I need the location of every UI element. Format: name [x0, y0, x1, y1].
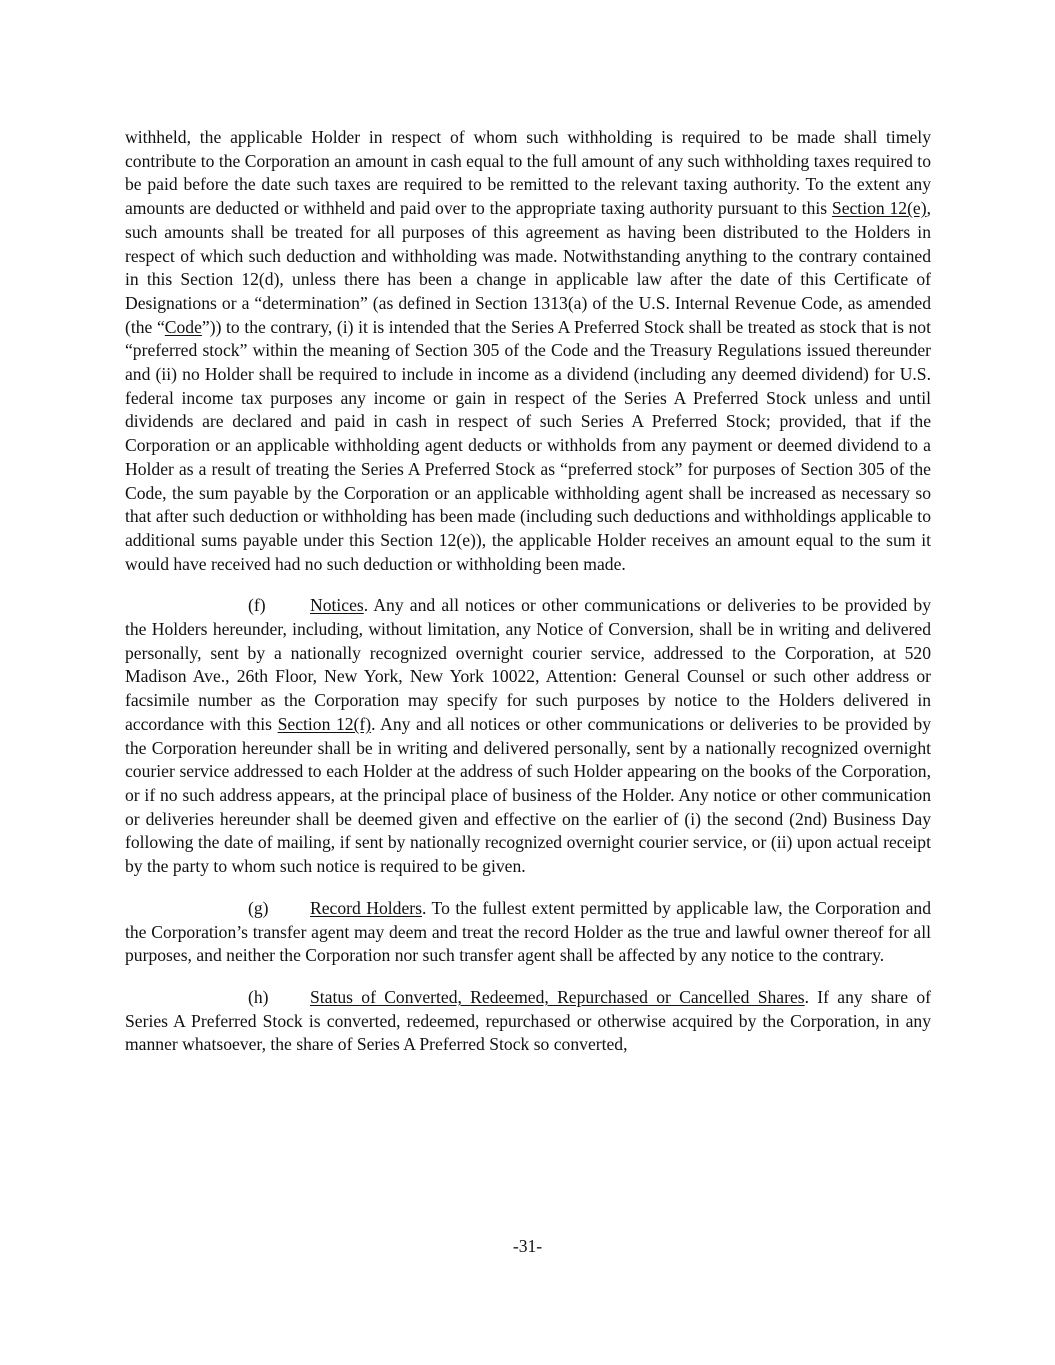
clause-label-g: (g) — [248, 897, 269, 918]
defined-term-code: Code — [164, 316, 202, 337]
section-reference-12e: Section 12(e) — [831, 198, 927, 219]
paragraph-text: . Any and all notices or other communications or deliveries to be provided by the Corporation hereunder shall be in writing and delivered personally, sent by a nationally recognized overnight courier service addressed to each Holder at the address of such Holder appearing on the books of the Corporation, or if no such address appears, at the principal place of business of the Holder. Any notice or other communication or deliveries hereunder shall be deemed given and effective on the earlier of (i) the second (2nd) Business Day following the date of mailing, if sent by nationally recognized overnight courier service, or (ii) upon actual receipt by the party to whom such notice is required to be given. — [125, 713, 931, 877]
paragraph-text: , such amounts shall be treated for all purposes of this agreement as having been distributed to the Holders in respect of which such deduction and withholding was made. Notwithstanding anything to the contrary contained in this Section 12(d), unless there has been a change in applicable law after the date of this Certificate of Designations or a “determination” (as defined in Section 1313(a) of the U.S. Internal Revenue Code, as amended (the “ — [125, 198, 931, 337]
paragraph-record-holders — [125, 897, 931, 968]
paragraph-text: ”)) to the contrary, (i) it is intended that the Series A Preferred Stock shall be treated as stock that is not “preferred stock” within the meaning of Section 305 of the Code and the Treasury Regulations issued thereunder and (ii) no Holder shall be required to include in income as a dividend (including any deemed dividend) for U.S. federal income tax purposes any income or gain in respect of the Series A Preferred Stock unless and until dividends are declared and paid in cash in respect of such Series A Preferred Stock; provided, that if the Corporation or an applicable withholding agent deducts or withholds from any payment or deemed dividend to a Holder as a result of treating the Series A Preferred Stock as “preferred stock” for purposes of Section 305 of the Code, the sum payable by the Corporation or an applicable withholding agent shall be increased as necessary so that after such deduction or withholding has been made (including such deductions and withholdings applicable to additional sums payable under this Section 12(e)), the applicable Holder receives an amount equal to the sum it would have received had no such deduction or withholding been made. — [125, 316, 931, 574]
paragraph-text: withheld, the applicable Holder in respect of whom such withholding is required to be made shall timely contribute to the Corporation an amount in cash equal to the full amount of any such withholding taxes required to be paid before the date such taxes are required to be remitted to the relevant taxing authority. To the extent any amounts are deducted or withheld and paid over to the appropriate taxing authority pursuant to this — [125, 127, 931, 219]
clause-heading-status-of-shares: Status of Converted, Redeemed, Repurchased or Cancelled Shares — [310, 986, 805, 1007]
page-number: -31- — [512, 1236, 543, 1256]
paragraph-text: . To the fullest extent permitted by applicable law, the Corporation and the Corporation’s transfer agent may deem and treat the record Holder as the true and lawful owner thereof for all purposes, and neither the Corporation nor such transfer agent shall be affected by any notice to the contrary. — [125, 897, 932, 966]
clause-label-f: (f) — [248, 595, 266, 616]
paragraph-text: . If any share of Series A Preferred Stock is converted, redeemed, repurchased or otherwise acquired by the Corporation, in any manner whatsoever, the share of Series A Preferred Stock so converted, — [125, 986, 932, 1055]
paragraph-status-of-shares — [125, 986, 931, 1057]
clause-heading-record-holders: Record Holders — [310, 897, 422, 918]
document-body — [125, 126, 931, 1075]
paragraph-text: . Any and all notices or other communications or deliveries to be provided by the Holders hereunder, including, without limitation, any Notice of Conversion, shall be in writing and delivered personally, sent by a nationally recognized overnight courier service, addressed to the Corporation, at 520 Madison Ave., 26th Floor, New York, New York 10022, Attention: General Counsel or such other address or facsimile number as the Corporation may specify for such purposes by notice to the Holders delivered in accordance with this — [125, 595, 931, 734]
paragraph-withholding-continuation — [125, 126, 931, 576]
clause-label-h: (h) — [248, 986, 269, 1007]
clause-heading-notices: Notices — [310, 595, 364, 616]
paragraph-notices — [125, 594, 931, 878]
section-reference-12f: Section 12(f) — [277, 713, 372, 734]
